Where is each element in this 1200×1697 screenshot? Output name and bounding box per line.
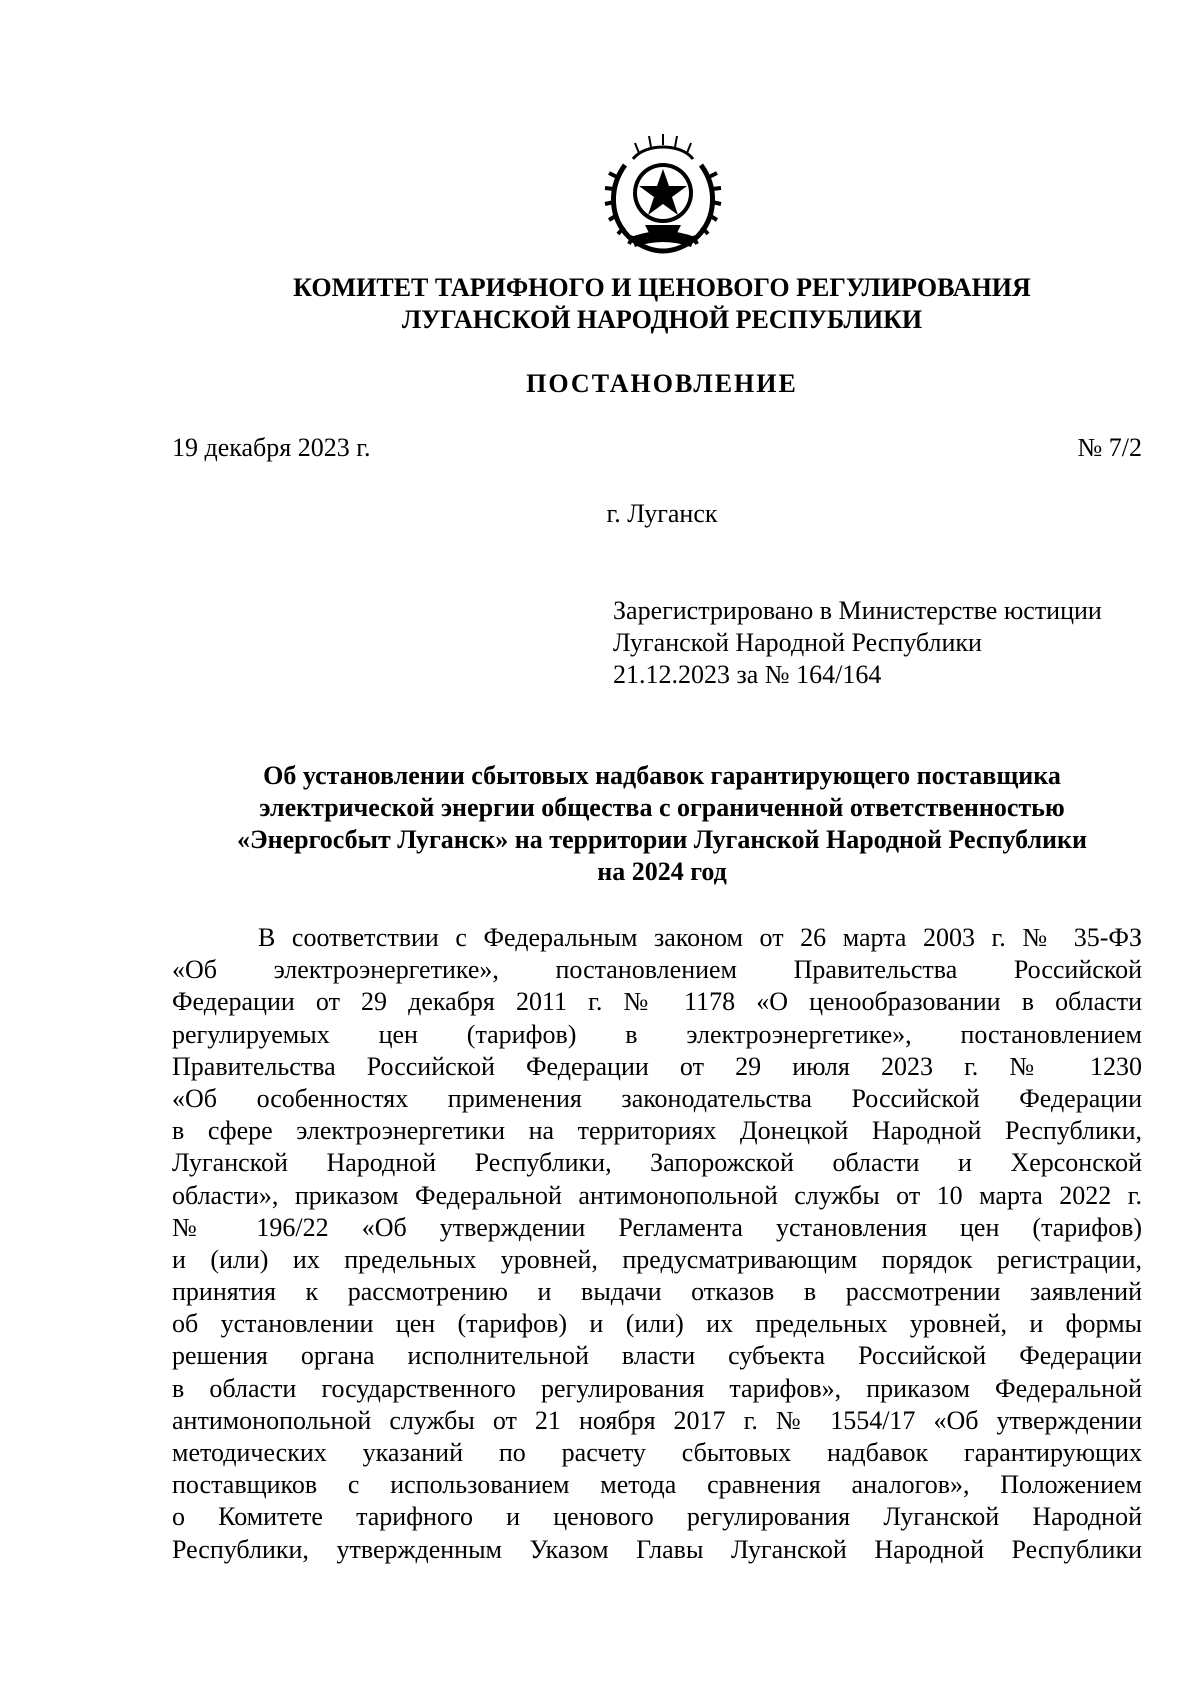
body-line: поставщиков с использованием метода сравнения аналогов», Положением [172, 1470, 1142, 1500]
document-city: г. Луганск [606, 499, 718, 528]
registration-line: Зарегистрировано в Министерстве юстиции [613, 596, 1102, 625]
body-line: № 196/22 «Об утверждении Регламента установления цен (тарифов) [172, 1212, 1142, 1242]
document-number: № 7/2 [1077, 433, 1142, 462]
committee-line: КОМИТЕТ ТАРИФНОГО И ЦЕНОВОГО РЕГУЛИРОВАНИЯ [293, 273, 1031, 302]
subject-line: электрической энергии общества с ограниченной ответственностью [259, 793, 1065, 822]
body-line: Луганской Народной Республики, Запорожской области и Херсонской [172, 1148, 1142, 1178]
lpr-coat-of-arms-icon [595, 125, 731, 261]
registration-stamp-text [613, 595, 1153, 691]
subject-line: на 2024 год [597, 857, 727, 886]
body-line: методических указаний по расчету сбытовых надбавок гарантирующих [172, 1438, 1142, 1467]
document-subject [172, 760, 1152, 888]
body-line: принятия к рассмотрению и выдачи отказов в рассмотрении заявлений [172, 1277, 1142, 1307]
body-line: в области государственного регулирования тарифов», приказом Федеральной [172, 1373, 1142, 1403]
registration-line: 21.12.2023 за № 164/164 [613, 660, 882, 689]
body-line: и (или) их предельных уровней, предусматривающим порядок регистрации, [172, 1244, 1142, 1274]
subject-line: Об установлении сбытовых надбавок гарантирующего поставщика [263, 761, 1061, 790]
registration-line: Луганской Народной Республики [613, 628, 982, 657]
body-line: регулируемых цен (тарифов) в электроэнергетике», постановлением [172, 1019, 1142, 1049]
document-date: 19 декабря 2023 г. [172, 433, 371, 462]
body-line: решения органа исполнительной власти субъекта Российской Федерации [172, 1341, 1142, 1371]
body-line: «Об особенностях применения законодательства Российской Федерации [172, 1083, 1142, 1113]
document-type: ПОСТАНОВЛЕНИЕ [526, 369, 798, 398]
body-paragraph [172, 922, 1142, 1566]
body-line: в сфере электроэнергетики на территориях Донецкой Народной Республики, [172, 1116, 1142, 1146]
subject-line: «Энергосбыт Луганск» на территории Луганской Народной Республики [237, 825, 1087, 854]
body-line: Республики, утвержденным Указом Главы Луганской Народной Республики [172, 1534, 1142, 1564]
body-line: о Комитете тарифного и ценового регулирования Луганской Народной [172, 1502, 1142, 1532]
body-line: антимонопольной службы от 21 ноября 2017 г. № 1554/17 «Об утверждении [172, 1405, 1142, 1435]
body-line: «Об электроэнергетике», постановлением Правительства Российской [172, 955, 1142, 985]
committee-line: ЛУГАНСКОЙ НАРОДНОЙ РЕСПУБЛИКИ [401, 305, 923, 334]
body-line: Правительства Российской Федерации от 29 июля 2023 г. № 1230 [172, 1051, 1142, 1081]
body-line: Федерации от 29 декабря 2011 г. № 1178 «О ценообразовании в области [172, 987, 1142, 1017]
body-line: В соответствии с Федеральным законом от 26 марта 2003 г. № 35-ФЗ [258, 923, 1142, 952]
committee-name [172, 272, 1152, 336]
body-line: об установлении цен (тарифов) и (или) их предельных уровней, и формы [172, 1309, 1142, 1339]
body-line: области», приказом Федеральной антимонопольной службы от 10 марта 2022 г. [172, 1180, 1142, 1210]
